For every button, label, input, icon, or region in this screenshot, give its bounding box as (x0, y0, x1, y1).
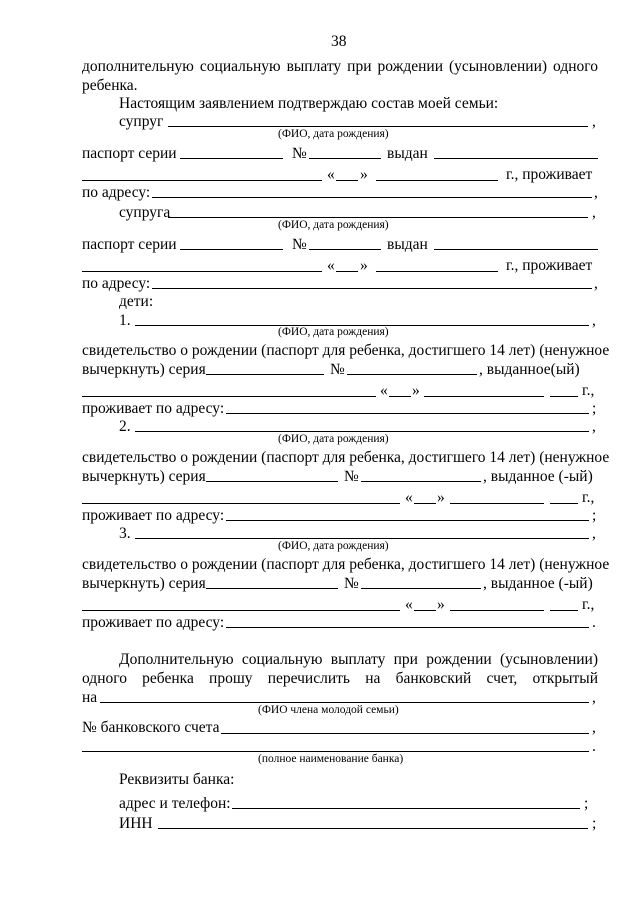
series-label: вычеркнуть) серия (82, 575, 206, 592)
child-number: 1. (119, 312, 131, 329)
husband-label: супруг (119, 113, 164, 130)
passport-series-field[interactable] (180, 158, 283, 159)
inn-label: ИНН (119, 815, 153, 832)
account-label: № банковского счета (82, 719, 220, 736)
issued-label: выдан (387, 236, 428, 253)
comma: , (594, 275, 598, 292)
child-address-field[interactable] (226, 413, 589, 414)
child-number: 2. (119, 418, 131, 435)
bank-caption: (полное наименование банка) (258, 753, 404, 765)
address-label: по адресу: (82, 275, 151, 292)
fio-caption: (ФИО, дата рождения) (278, 326, 389, 338)
cert-number-field[interactable] (361, 588, 481, 589)
issued-label: , выданное (-ый) (483, 468, 593, 485)
comma: , (592, 418, 596, 435)
address-phone-label: адрес и телефон: (119, 795, 231, 812)
month-field[interactable] (424, 396, 544, 397)
quote-close: » (360, 166, 368, 183)
month-field[interactable] (376, 180, 498, 181)
number-sign: № (330, 361, 345, 378)
quote-close: » (360, 257, 368, 274)
day-field[interactable] (414, 610, 436, 611)
account-field[interactable] (221, 733, 589, 734)
address-field[interactable] (152, 288, 592, 289)
fio-caption: (ФИО, дата рождения) (278, 128, 389, 140)
number-sign: № (292, 236, 307, 253)
birth-cert-label: свидетельство о рождении (паспорт для ребенка, достигшего 14 лет) (ненужное (82, 342, 610, 359)
bank-details-label: Реквизиты банка: (119, 771, 235, 788)
wife-label: супруга (119, 204, 171, 221)
cert-number-field[interactable] (361, 481, 481, 482)
payment-text: Дополнительную социальную выплату при рождении (усыновлении) (119, 651, 598, 668)
fio-caption: (ФИО, дата рождения) (278, 433, 389, 445)
year-label: г., (582, 382, 595, 399)
month-field[interactable] (450, 503, 544, 504)
address-label: по адресу: (82, 184, 151, 201)
child-3-field[interactable] (135, 538, 589, 539)
year-label: г., (582, 596, 595, 613)
text-line: Настоящим заявлением подтверждаю состав моей семьи: (119, 95, 499, 112)
passport-series-label: паспорт серии (82, 236, 177, 253)
series-label: вычеркнуть) серия (82, 468, 206, 485)
on-label: на (82, 689, 98, 706)
period: . (592, 614, 596, 631)
cert-series-field[interactable] (206, 481, 338, 482)
birth-cert-label: свидетельство о рождении (паспорт для ребенка, достигшего 14 лет) (ненужное (82, 556, 610, 573)
cert-number-field[interactable] (347, 374, 477, 375)
comma: , (592, 204, 596, 221)
year-label: г., (582, 489, 595, 506)
text-line: дополнительную социальную выплату при рождении (усыновлении) одного (82, 58, 598, 75)
year-lives-label: г., проживает (506, 166, 593, 183)
children-label: дети: (119, 293, 154, 310)
quote-open: « (327, 257, 335, 274)
comma: , (592, 719, 596, 736)
year-lives-label: г., проживает (506, 257, 593, 274)
fio-caption: (ФИО, дата рождения) (278, 219, 389, 231)
fio-caption: (ФИО, дата рождения) (278, 540, 389, 552)
day-field[interactable] (414, 503, 436, 504)
comma: , (594, 184, 598, 201)
semicolon: ; (592, 507, 597, 524)
member-caption: (ФИО члена молодой семьи) (258, 704, 399, 716)
address-field[interactable] (152, 197, 592, 198)
period: . (592, 738, 596, 755)
bank-name-field[interactable] (82, 751, 589, 752)
page-number: 38 (331, 33, 347, 50)
semicolon: ; (592, 815, 597, 832)
husband-field[interactable] (168, 126, 588, 127)
quote-close: » (437, 596, 445, 613)
cert-series-field[interactable] (206, 588, 338, 589)
member-name-field[interactable] (100, 702, 589, 703)
quote-open: « (405, 596, 413, 613)
day-field[interactable] (389, 396, 411, 397)
lives-at-label: проживает по адресу: (82, 507, 225, 524)
series-label: вычеркнуть) серия (82, 361, 206, 378)
issued-by-field-2[interactable] (82, 271, 322, 272)
lives-at-label: проживает по адресу: (82, 400, 225, 417)
number-sign: № (344, 575, 359, 592)
child-2-field[interactable] (135, 431, 589, 432)
cert-series-field[interactable] (206, 374, 324, 375)
child-address-field[interactable] (226, 627, 589, 628)
child-address-field[interactable] (226, 520, 589, 521)
wife-field[interactable] (168, 217, 588, 218)
lives-at-label: проживает по адресу: (82, 614, 225, 631)
number-sign: № (344, 468, 359, 485)
issued-label: выдан (387, 145, 428, 162)
year-field[interactable] (550, 610, 578, 611)
issued-by-field[interactable] (82, 396, 376, 397)
child-number: 3. (119, 525, 131, 542)
issued-label: , выданное (-ый) (483, 575, 593, 592)
inn-field[interactable] (158, 828, 588, 829)
text-line: ребенка. (82, 77, 138, 94)
semicolon: ; (592, 400, 597, 417)
issued-by-field[interactable] (82, 610, 400, 611)
passport-number-field[interactable] (309, 158, 381, 159)
passport-number-field[interactable] (309, 249, 381, 250)
birth-cert-label: свидетельство о рождении (паспорт для ребенка, достигшего 14 лет) (ненужное (82, 449, 610, 466)
quote-open: « (405, 489, 413, 506)
semicolon: ; (584, 795, 589, 812)
day-field[interactable] (336, 271, 358, 272)
comma: , (592, 525, 596, 542)
passport-series-label: паспорт серии (82, 145, 177, 162)
issued-by-field[interactable] (82, 503, 400, 504)
day-field[interactable] (336, 180, 358, 181)
comma: , (592, 113, 596, 130)
quote-open: « (327, 166, 335, 183)
year-field[interactable] (550, 503, 578, 504)
comma: , (592, 689, 596, 706)
comma: , (592, 312, 596, 329)
number-sign: № (292, 145, 307, 162)
issued-by-field[interactable] (434, 158, 598, 159)
passport-series-field[interactable] (180, 249, 283, 250)
quote-close: » (437, 489, 445, 506)
payment-text: одного ребенка прошу перечислить на банковский счет, открытый (82, 670, 598, 687)
month-field[interactable] (376, 271, 498, 272)
issued-label: , выданное(ый) (479, 361, 580, 378)
address-phone-field[interactable] (232, 808, 580, 809)
quote-close: » (412, 382, 420, 399)
issued-by-field[interactable] (434, 249, 598, 250)
quote-open: « (380, 382, 388, 399)
month-field[interactable] (450, 610, 544, 611)
year-field[interactable] (550, 396, 578, 397)
issued-by-field-2[interactable] (82, 180, 322, 181)
